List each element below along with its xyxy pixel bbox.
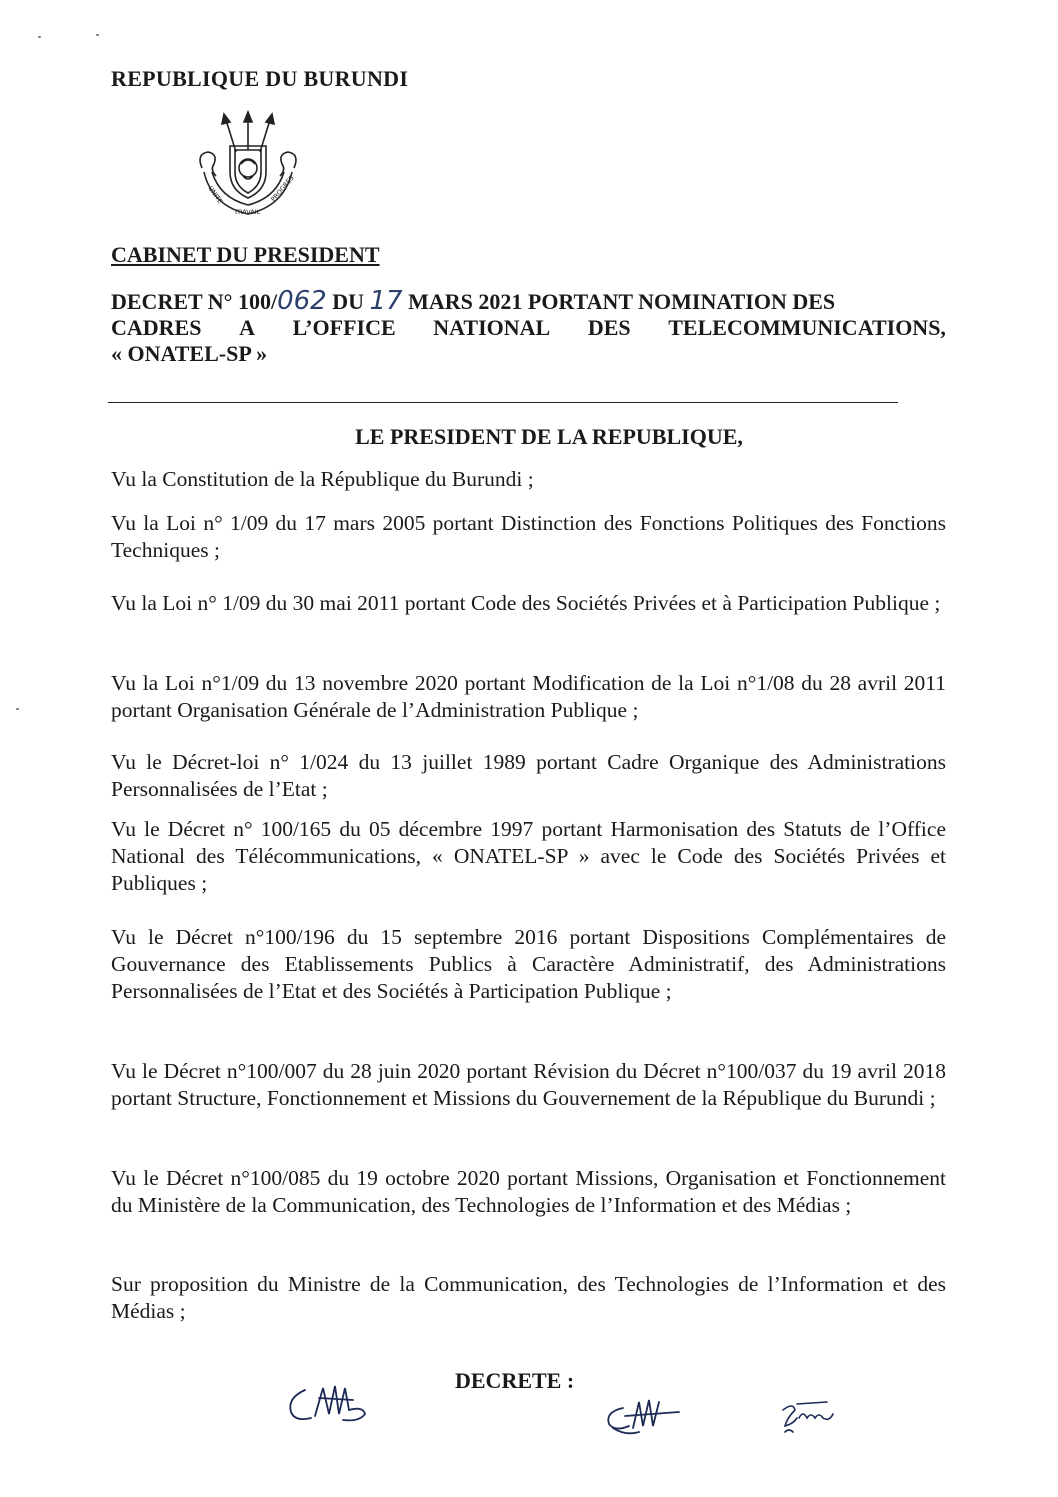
initials-2-icon xyxy=(595,1392,685,1442)
decree-number-prefix: DECRET N° 100/ xyxy=(111,289,278,314)
initials-1-icon xyxy=(283,1380,373,1430)
title-word: CADRES xyxy=(111,315,202,340)
decree-title-rest: MARS 2021 PORTANT NOMINATION DES xyxy=(408,289,836,314)
decrete-heading: DECRETE : xyxy=(455,1368,575,1393)
svg-text:PROGRES: PROGRES xyxy=(269,174,296,204)
preamble-paragraph: Vu la Loi n° 1/09 du 30 mai 2011 portant Code des Sociétés Privées et à Participation Publique ; xyxy=(111,591,941,615)
preamble-paragraph: Vu le Décret-loi n° 1/024 du 13 juillet 1989 portant Cadre Organique des Administrations Personnalisées de l’Etat ; xyxy=(111,750,946,801)
country-heading: REPUBLIQUE DU BURUNDI xyxy=(111,66,409,91)
preamble-paragraph: Vu le Décret n°100/196 du 15 septembre 2016 portant Dispositions Complémentaires de Gouvernance des Etablissements Publics à Caractère Administratif, des Administrations Personnalisées de l’Etat et des Sociétés à Participation Publique ; xyxy=(111,925,946,1003)
decree-title-line-2 xyxy=(111,315,946,341)
decree-title-line-3: « ONATEL-SP » xyxy=(111,341,268,366)
svg-text:TRAVAIL: TRAVAIL xyxy=(234,208,261,216)
decree-title xyxy=(111,288,946,367)
title-word: A xyxy=(239,315,255,340)
title-word: TELECOMMUNICATIONS, xyxy=(668,315,946,340)
preamble-heading: LE PRESIDENT DE LA REPUBLIQUE, xyxy=(355,424,743,449)
preamble-paragraph: Vu la Loi n° 1/09 du 17 mars 2005 portant Distinction des Fonctions Politiques des Fonctions Techniques ; xyxy=(111,511,946,562)
scan-speck xyxy=(16,708,19,710)
title-underline-rule xyxy=(108,402,898,403)
decree-title-line-1 xyxy=(111,288,946,315)
scan-speck xyxy=(38,36,41,38)
title-word: DES xyxy=(587,315,631,340)
initials-3-icon xyxy=(775,1392,845,1442)
office-heading: CABINET DU PRESIDENT xyxy=(111,242,380,267)
preamble-paragraph: Vu le Décret n° 100/165 du 05 décembre 1997 portant Harmonisation des Statuts de l’Office National des Télécommunications, « ONATEL-SP » avec le Code des Sociétés Privées et Publiques ; xyxy=(111,817,946,895)
preamble-paragraph: Vu le Décret n°100/085 du 19 octobre 2020 portant Missions, Organisation et Fonctionnement du Ministère de la Communication, des Technologies de l’Information et des Médias ; xyxy=(111,1166,946,1217)
svg-text:UNITE: UNITE xyxy=(206,184,225,206)
handwritten-decree-number: 062 xyxy=(277,286,327,316)
preamble-paragraph: Vu la Loi n°1/09 du 13 novembre 2020 portant Modification de la Loi n°1/08 du 28 avril 2011 portant Organisation Générale de l’Administration Publique ; xyxy=(111,671,946,722)
preamble-paragraph: Vu la Constitution de la République du Burundi ; xyxy=(111,467,534,491)
title-word: L’OFFICE xyxy=(292,315,396,340)
handwritten-day: 17 xyxy=(369,286,403,316)
preamble-paragraph: Sur proposition du Ministre de la Communication, des Technologies de l’Information et des Médias ; xyxy=(111,1272,946,1323)
coat-of-arms-icon xyxy=(188,110,308,230)
title-word: NATIONAL xyxy=(433,315,551,340)
preamble-paragraph: Vu le Décret n°100/007 du 28 juin 2020 portant Révision du Décret n°100/037 du 19 avril 2018 portant Structure, Fonctionnement et Missions du Gouvernement de la République du Burundi ; xyxy=(111,1059,946,1110)
scan-speck xyxy=(96,34,99,36)
decree-du: DU xyxy=(332,289,365,314)
